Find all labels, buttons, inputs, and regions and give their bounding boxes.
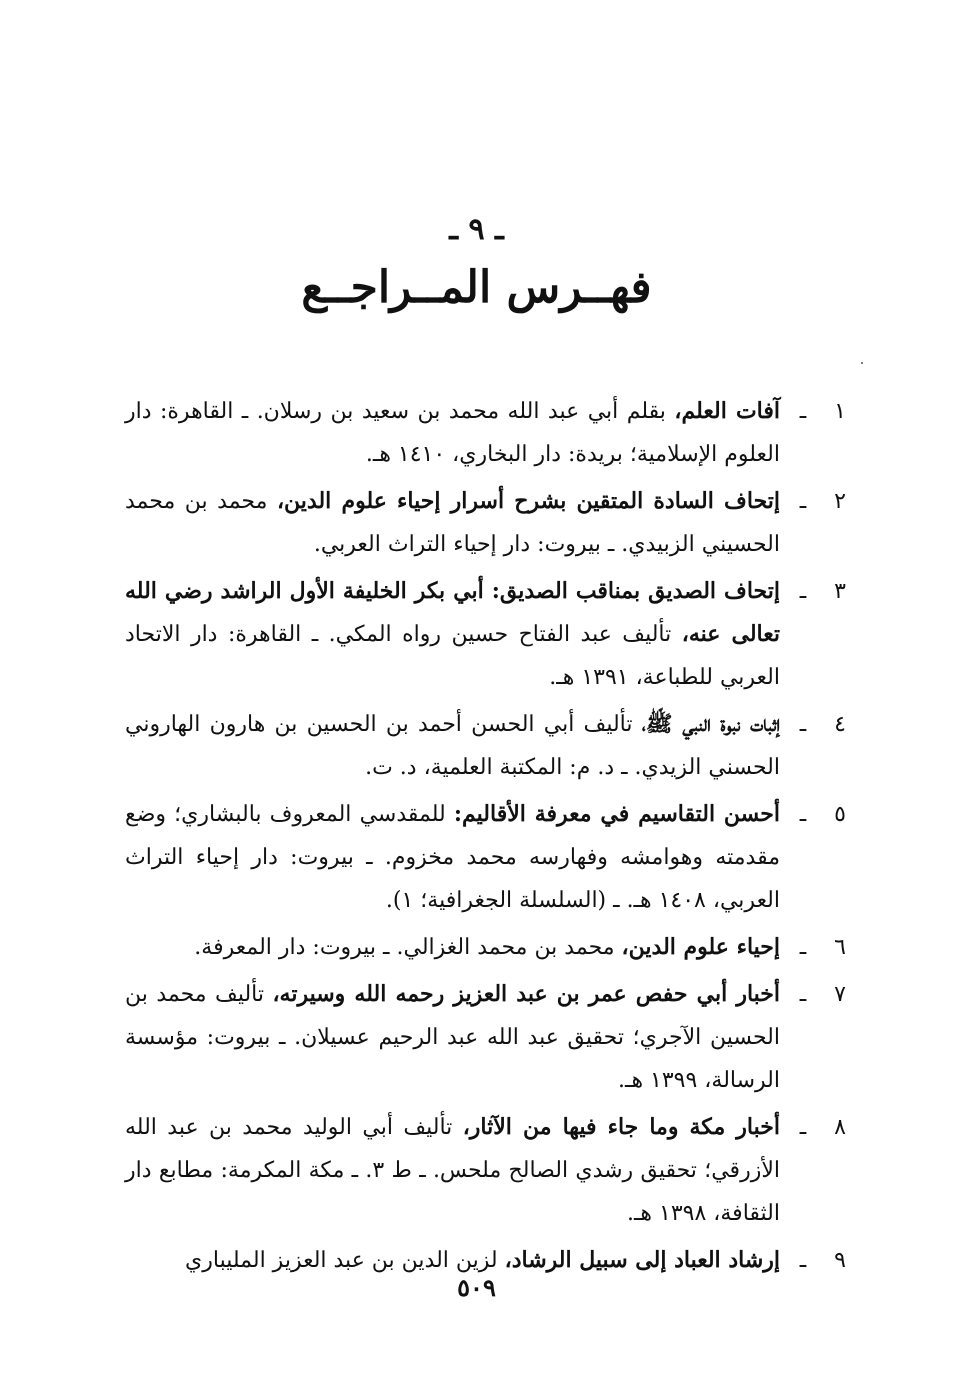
reference-entry bbox=[125, 703, 855, 789]
entry-title: أخبار مكة وما جاء فيها من الآثار، bbox=[462, 1114, 780, 1140]
reference-entry bbox=[125, 793, 855, 922]
entry-dash: ـ bbox=[799, 712, 807, 737]
entry-text: محمد بن محمد الغزالي. ـ بيروت: دار المعرفة. bbox=[194, 935, 622, 960]
entry-number: ٩ bbox=[834, 1248, 846, 1273]
entry-dash: ـ bbox=[799, 399, 807, 424]
entry-dash: ـ bbox=[799, 489, 807, 514]
entry-dash: ـ bbox=[799, 935, 807, 960]
entry-text: تأليف عبد الفتاح حسين رواه المكي. ـ القاهرة: دار الاتحاد العربي للطباعة، ١٣٩١ هـ. bbox=[125, 622, 780, 690]
chapter-number: ـ ٩ ـ bbox=[449, 212, 504, 247]
entry-title: إتحاف السادة المتقين بشرح أسرار إحياء علوم الدين، bbox=[276, 488, 781, 514]
reference-entry bbox=[125, 926, 855, 969]
scan-speck bbox=[861, 362, 863, 364]
entry-number: ٧ bbox=[834, 982, 846, 1007]
entry-dash: ـ bbox=[799, 982, 807, 1007]
entry-text: لزين الدين بن عبد العزيز المليباري bbox=[185, 1248, 505, 1273]
entry-number: ٤ bbox=[834, 712, 846, 737]
reference-entry bbox=[125, 570, 855, 699]
entry-dash: ـ bbox=[799, 802, 807, 827]
entry-text: للمقدسي المعروف بالبشاري؛ وضع مقدمته وهوامشه وفهارسه محمد مخزوم. ـ بيروت: دار إحياء التراث العربي، ١٤٠٨ هـ. ـ (السلسلة الجغرافية؛ ١). bbox=[125, 802, 780, 913]
entry-number: ١ bbox=[834, 399, 846, 424]
entry-dash: ـ bbox=[799, 1248, 807, 1273]
entry-dash: ـ bbox=[799, 1115, 807, 1140]
entry-text: تأليف محمد بن الحسين الآجري؛ تحقيق عبد الله عبد الرحيم عسيلان. ـ بيروت: مؤسسة الرسالة، ١٣٩٩ هـ. bbox=[125, 982, 780, 1093]
entry-title: إرشاد العباد إلى سبيل الرشاد، bbox=[504, 1247, 780, 1273]
entry-number: ٦ bbox=[834, 935, 846, 960]
entry-title: آفات العلم، bbox=[674, 398, 780, 424]
page-number: ٥٠٩ bbox=[457, 1273, 496, 1302]
page-title: فهــرس المــراجــع bbox=[301, 262, 652, 313]
reference-entry bbox=[125, 1106, 855, 1235]
entry-text: تأليف أبي الوليد محمد بن عبد الله الأزرقي؛ تحقيق رشدي الصالح ملحس. ـ ط ٣. ـ مكة المكرمة: مطابع دار الثقافة، ١٣٩٨ هـ. bbox=[125, 1115, 780, 1226]
reference-entry bbox=[125, 390, 855, 476]
reference-entry bbox=[125, 480, 855, 566]
entry-number: ٥ bbox=[834, 802, 846, 827]
entry-title: إحياء علوم الدين، bbox=[621, 934, 780, 960]
entry-title: إثبات نبوة النبي ﷺ، bbox=[641, 711, 781, 737]
entry-number: ٣ bbox=[834, 579, 846, 604]
entry-number: ٢ bbox=[834, 489, 846, 514]
entry-text: محمد بن محمد الحسيني الزبيدي. ـ بيروت: دار إحياء التراث العربي. bbox=[125, 489, 780, 557]
entry-number: ٨ bbox=[834, 1115, 846, 1140]
entry-text: تأليف أبي الحسن أحمد بن الحسين بن هارون الهاروني الحسني الزيدي. ـ د. م: المكتبة العلمية، د. ت. bbox=[125, 712, 780, 780]
reference-entry bbox=[125, 973, 855, 1102]
entry-title: أحسن التقاسيم في معرفة الأقاليم: bbox=[453, 801, 780, 827]
entry-title: أخبار أبي حفص عمر بن عبد العزيز رحمه الله وسيرته، bbox=[272, 981, 780, 1007]
references-list bbox=[125, 390, 855, 1286]
entry-text: بقلم أبي عبد الله محمد بن سعيد بن رسلان. ـ القاهرة: دار العلوم الإسلامية؛ بريدة: دار البخاري، ١٤١٠ هـ. bbox=[125, 399, 780, 467]
entry-dash: ـ bbox=[799, 579, 807, 604]
entry-title: إتحاف الصديق بمناقب الصديق: أبي بكر الخليفة الأول الراشد رضي الله تعالى عنه، bbox=[125, 578, 780, 647]
